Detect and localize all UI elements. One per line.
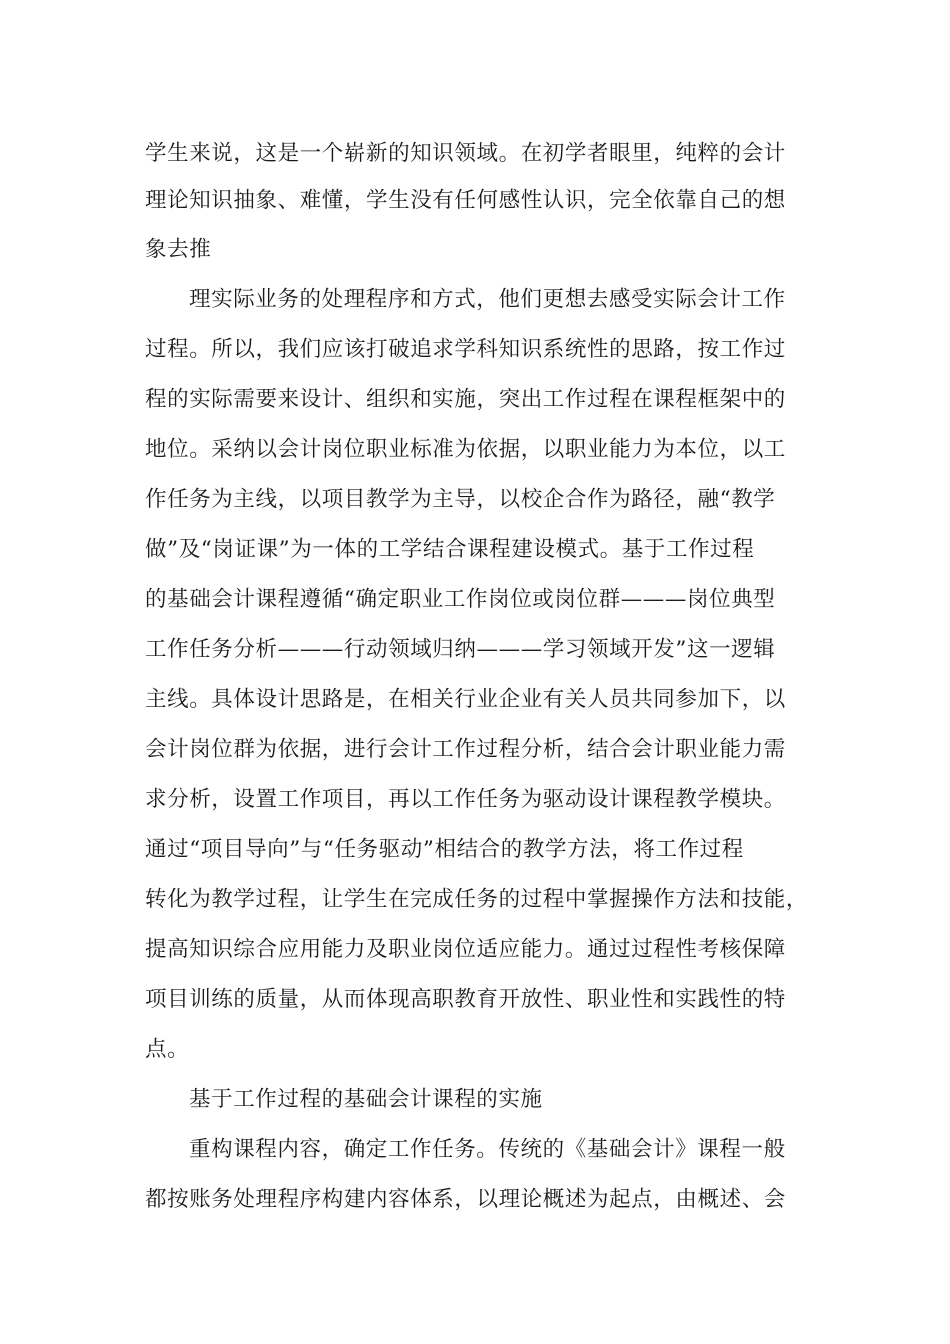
text-line: 的基础会计课程遵循“确定职业工作岗位或岗位群———岗位典型 [145, 587, 776, 612]
text-line: 重构课程内容，确定工作任务。传统的《基础会计》课程一般 [189, 1137, 786, 1162]
text-line: 点。 [145, 1037, 190, 1062]
text-line: 都按账务处理程序构建内容体系，以理论概述为起点，由概述、会 [145, 1187, 786, 1212]
text-line: 会计岗位群为依据，进行会计工作过程分析，结合会计职业能力需 [145, 737, 786, 762]
text-line: 通过“项目导向”与“任务驱动”相结合的教学方法，将工作过程 [145, 837, 744, 862]
text-line: 象去推 [145, 237, 212, 262]
text-line: 理论知识抽象、难懂，学生没有任何感性认识，完全依靠自己的想 [145, 188, 786, 213]
text-line: 地位。采纳以会计岗位职业标准为依据，以职业能力为本位，以工 [145, 437, 786, 462]
section-heading: 基于工作过程的基础会计课程的实施 [189, 1087, 543, 1112]
text-line: 项目训练的质量，从而体现高职教育开放性、职业性和实践性的特 [145, 987, 786, 1012]
text-line: 主线。具体设计思路是，在相关行业企业有关人员共同参加下，以 [145, 687, 786, 712]
text-line: 做”及“岗证课”为一体的工学结合课程建设模式。基于工作过程 [145, 537, 755, 562]
text-line: 过程。所以，我们应该打破追求学科知识系统性的思路，按工作过 [145, 337, 786, 362]
text-line: 提高知识综合应用能力及职业岗位适应能力。通过过程性考核保障 [145, 937, 786, 962]
text-line: 转化为教学过程，让学生在完成任务的过程中掌握操作方法和技能， [145, 887, 809, 912]
text-line: 程的实际需要来设计、组织和实施，突出工作过程在课程框架中的 [145, 387, 786, 412]
text-line: 工作任务分析———行动领域归纳———学习领域开发”这一逻辑 [145, 637, 776, 662]
text-line: 理实际业务的处理程序和方式，他们更想去感受实际会计工作 [189, 287, 786, 312]
text-line: 求分析，设置工作项目，再以工作任务为驱动设计课程教学模块。 [145, 787, 786, 812]
text-line: 作任务为主线，以项目教学为主导，以校企合作为路径，融“教学 [145, 487, 776, 512]
text-line: 学生来说，这是一个崭新的知识领域。在初学者眼里，纯粹的会计 [145, 141, 786, 166]
